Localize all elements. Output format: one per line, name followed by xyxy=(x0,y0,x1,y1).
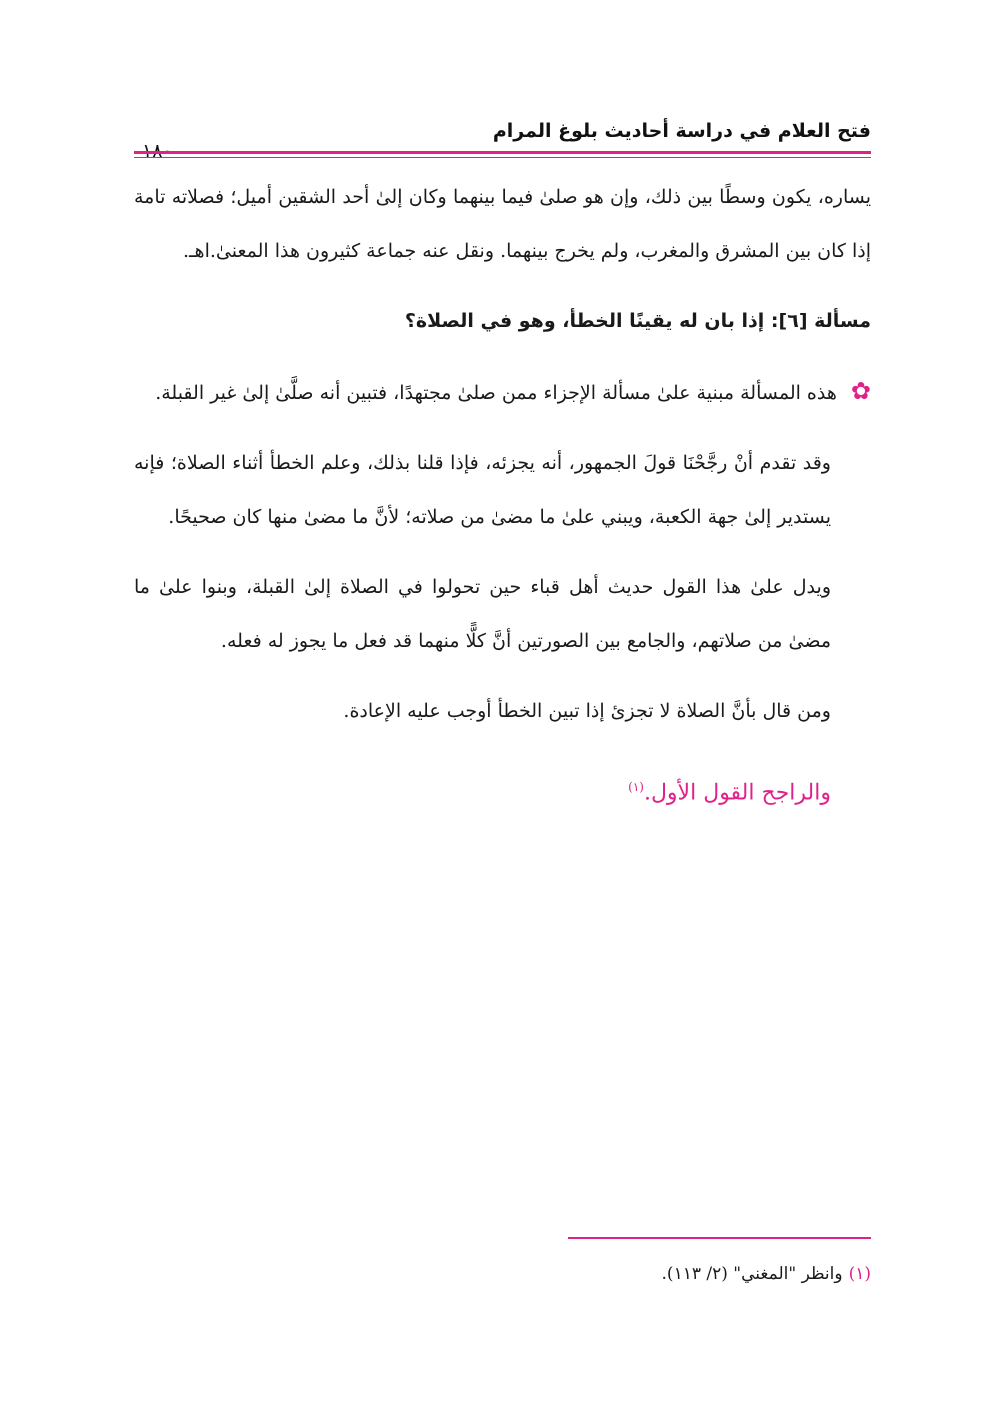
paragraph-3: وقد تقدم أنْ رجَّحْنَا قولَ الجمهور، أنه يجزئه، فإذا قلنا بذلك، وعلم الخطأ أثناء الصلاة؛ فإنه يستدير إلىٰ جهة الكعبة، ويبني علىٰ ما مضىٰ من صلاته؛ لأنَّ ما مضىٰ منها كان صحيحًا. xyxy=(134,452,831,528)
conclusion-text: والراجح القول الأول. xyxy=(643,780,831,806)
paragraph-2 xyxy=(134,364,871,420)
paragraph-2-text: هذه المسألة مبنية علىٰ مسألة الإجزاء ممن صلىٰ مجتهدًا، فتبين أنه صلَّىٰ إلىٰ غير القبلة. xyxy=(155,382,837,404)
footnote-reference[interactable]: (١) xyxy=(628,780,644,794)
footnote-separator xyxy=(568,1237,871,1239)
paragraph-4: ويدل علىٰ هذا القول حديث أهل قباء حين تحولوا في الصلاة إلىٰ القبلة، وبنوا علىٰ ما مضىٰ من صلاتهم، والجامع بين الصورتين أنَّ كلًّا منهما قد فعل ما يجوز له فعله. xyxy=(134,576,831,652)
paragraph-1: يساره، يكون وسطًا بين ذلك، وإن هو صلىٰ فيما بينهما وكان إلىٰ أحد الشقين أميل؛ فصلاته تامة إذا كان بين المشرق والمغرب، ولم يخرج بينهما. ونقل عنه جماعة كثيرون هذا المعنىٰ.اهـ. xyxy=(134,186,871,262)
footnote-text: وانظر "المغني" (٢/ ١١٣). xyxy=(661,1264,843,1284)
flower-ornament-icon: ✿ xyxy=(850,377,871,405)
body-text xyxy=(134,170,871,820)
footnote xyxy=(134,1264,871,1284)
header-rule-thin xyxy=(134,157,871,158)
footnote-number: (١) xyxy=(848,1264,871,1284)
conclusion-statement xyxy=(134,760,871,820)
header-rule-thick xyxy=(134,151,871,154)
paragraph-5: ومن قال بأنَّ الصلاة لا تجزئ إذا تبين الخطأ أوجب عليه الإعادة. xyxy=(343,700,831,722)
section-heading: مسألة [٦]: إذا بان له يقينًا الخطأ، وهو في الصلاة؟ xyxy=(404,310,871,332)
book-title: فتح العلام في دراسة أحاديث بلوغ المرام xyxy=(492,120,871,142)
